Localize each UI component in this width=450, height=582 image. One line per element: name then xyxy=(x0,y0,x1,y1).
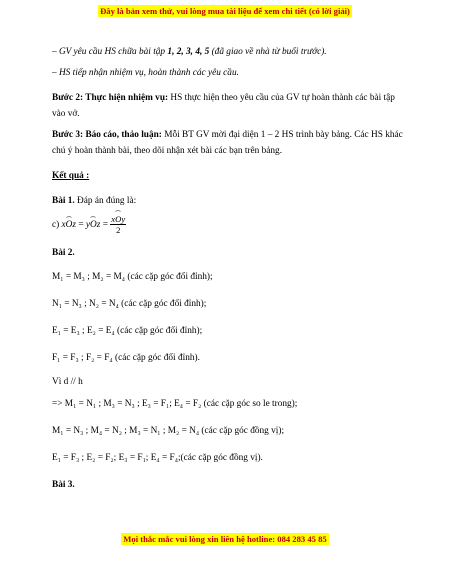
parallel-statement: Vì d // h xyxy=(52,377,83,387)
bai-1 xyxy=(52,193,404,209)
step-3-label: Bước 3: Báo cáo, thảo luận: xyxy=(52,130,162,140)
bai-2-angle-list-parallel xyxy=(52,391,404,472)
hotline-banner xyxy=(0,534,450,544)
angle-relation-row: M₁ = M₃ ; M₂ = M₄ (các cặp góc đối đỉnh); xyxy=(52,272,213,282)
answer-prefix: c) xyxy=(52,220,62,230)
angle-relation-row: F₁ = F₃ ; F₂ = F₄ (các cặp góc đối đỉnh). xyxy=(52,353,200,363)
fraction-denominator: 2 xyxy=(116,225,121,236)
angle-yoz: ⌢ yOz xyxy=(86,214,100,236)
angle-relation-row: E₁ = F₃ ; E₂ = F₂; E₃ = F₁; E₄ = F₄;(các cặp góc đồng vị). xyxy=(52,453,263,463)
bai-2-angle-list xyxy=(52,264,404,372)
preview-banner xyxy=(0,6,450,16)
bai-1-label: Bài 1. xyxy=(52,196,75,206)
angle-xoz: ⌢ xOz xyxy=(62,214,76,236)
bai-3-label: Bài 3. xyxy=(52,480,75,490)
step-3 xyxy=(52,127,404,159)
equals-sign: = xyxy=(100,220,111,230)
document-body xyxy=(52,44,404,493)
paragraph-gv-request xyxy=(52,44,404,60)
step-2 xyxy=(52,90,404,122)
text-segment: – GV yêu cầu HS chữa bài tập xyxy=(52,47,168,57)
hotline-text: Mọi thắc mắc vui lòng xin liên hệ hotline: 084 283 45 85 xyxy=(123,534,327,544)
fraction-numerator: ⌢ xOy xyxy=(110,214,126,225)
bai-1-text: Đáp án đúng là: xyxy=(74,196,137,206)
angle-relation-row: N₁ = N₃ ; N₂ = N₄ (các cặp góc đối đỉnh); xyxy=(52,299,207,309)
text-segment: (đã giao về nhà từ buổi trước). xyxy=(209,47,327,57)
step-2-text: HS thực hiện theo yêu cầu của GV tự hoàn thành các bài tập vào vở. xyxy=(52,93,395,119)
step-2-label: Bước 2: Thực hiện nhiệm vụ: xyxy=(52,93,169,103)
angle-relation-row: E₁ = E₃ ; E₂ = E₄ (các cặp góc đối đỉnh); xyxy=(52,326,203,336)
step-3-text: Mỗi BT GV mời đại diện 1 – 2 HS trình bày bảng. Các HS khác chú ý hoàn thành bài, theo dõi nhận xét bài các bạn trên bảng. xyxy=(52,130,403,156)
angle-relation-row: => M₁ = N₁ ; M₃ = N₃ ; E₃ = F₁; E₄ = F₂ (các cặp góc so le trong); xyxy=(52,399,298,409)
bai-1-answer xyxy=(52,214,404,236)
exercise-numbers: 1, 2, 3, 4, 5 xyxy=(167,47,210,57)
paragraph-hs-receive: – HS tiếp nhận nhiệm vụ, hoàn thành các yêu cầu. xyxy=(52,68,239,78)
angle-relation-row: M₁ = N₃ ; M₄ = N₂ ; M₃ = N₁ ; M₂ = N₄ (các cặp góc đồng vị); xyxy=(52,426,285,436)
equals-sign: = xyxy=(76,220,86,230)
fraction xyxy=(110,214,126,235)
bai-2-label: Bài 2. xyxy=(52,248,75,258)
preview-banner-text: Đây là bản xem thử, vui lòng mua tài liệu để xem chi tiết (có lời giải) xyxy=(100,6,350,16)
result-heading: Kết quả : xyxy=(52,171,90,181)
